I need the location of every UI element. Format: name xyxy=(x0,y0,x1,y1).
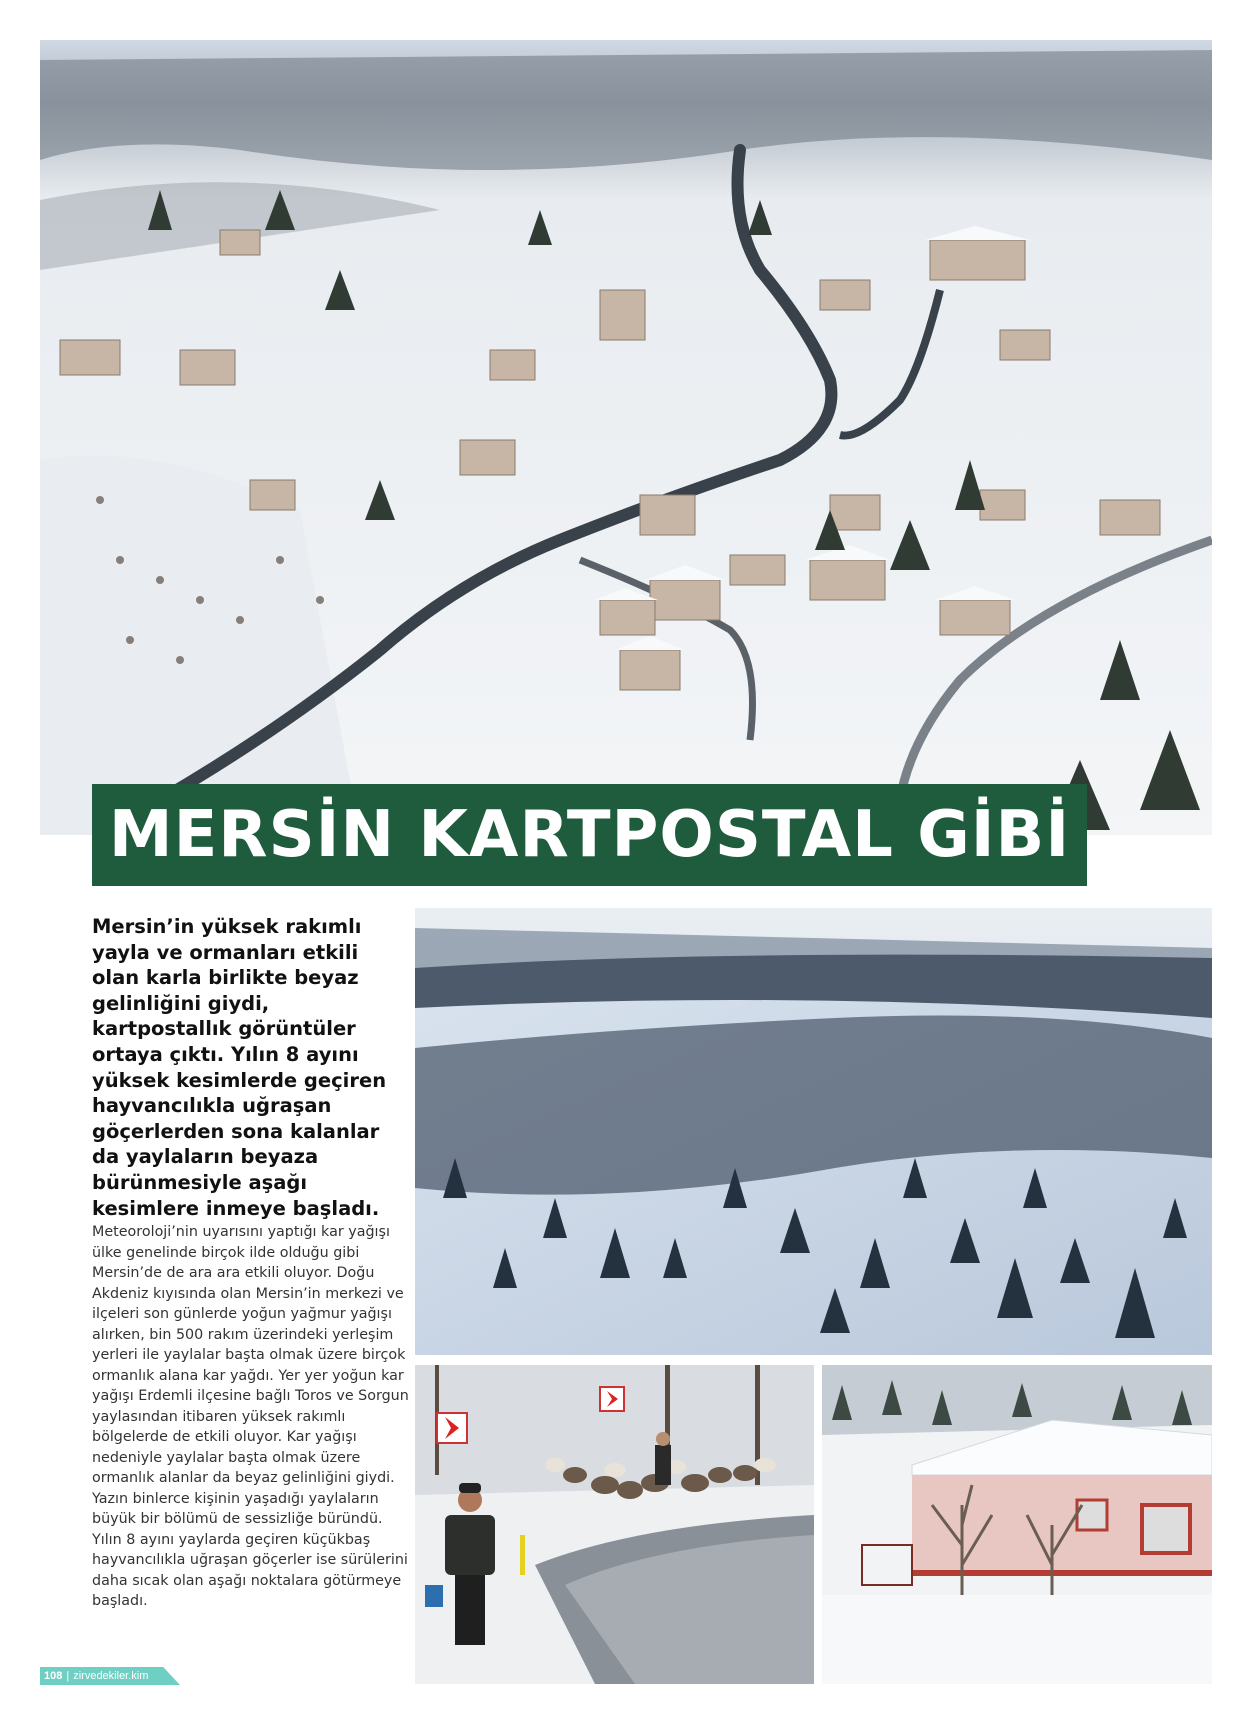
shepherd-flock-photo xyxy=(415,1365,814,1684)
snowy-house-photo xyxy=(822,1365,1212,1684)
lead-paragraph xyxy=(92,914,404,1221)
body-text: Meteoroloji’nin uyarısını yaptığı kar yağışı ülke genelinde birçok ilde olduğu gibi Mersin’de de ara ara etkili oluyor. Doğu Akdeniz kıyısında olan Mersin’in merkezi ve ilçeleri son günlerde yoğun yağmur yağışı alırken, bin 500 rakım üzerindeki yerleşim yerleri ile yaylalar başta olmak üzere birçok ormanlık alana kar yağdı. Yer yer yoğun kar yağışı Erdemli ilçesine bağlı Toros ve Sorgun yaylasından itibaren yüksek rakımlı bölgelerde de etkili oluyor. Kar yağışı nedeniyle yaylalar başta olmak üzere ormanlık alanlar da beyaz gelinliğini giydi. Yazın binlerce kişinin yaşadığı yaylaların büyük bir bölümü de sessizliğe büründü. Yılın 8 ayını yaylarda geçiren küçükbaş hayvancılıkla uğraşan göçerler ise sürülerini daha sıcak olan aşağı noktalara götürmeye başladı. xyxy=(92,1224,409,1609)
footer-separator: | xyxy=(66,1670,70,1682)
site-link[interactable]: zirvedekiler.kim xyxy=(73,1670,149,1682)
snowy-forest-photo xyxy=(415,908,1212,1355)
page-footer xyxy=(40,1667,190,1685)
lead-text: Mersin’in yüksek rakımlı yayla ve ormanları etkili olan karla birlikte beyaz gelinliğini giydi, kartpostallık görüntüler ortaya çıktı. Yılın 8 ayını yüksek kesimlerde geçiren hayvancılıkla uğraşan göçerlerden sona kalanlar da yaylaların beyaza bürünmesiyle aşağı kesimlere inmeye başladı. xyxy=(92,915,387,1220)
title-band xyxy=(92,784,1087,886)
article-title: MERSİN KARTPOSTAL GİBİ xyxy=(108,798,1071,872)
body-paragraph xyxy=(92,1222,410,1612)
page-number: 108 xyxy=(44,1670,63,1682)
aerial-village-photo xyxy=(40,40,1212,835)
